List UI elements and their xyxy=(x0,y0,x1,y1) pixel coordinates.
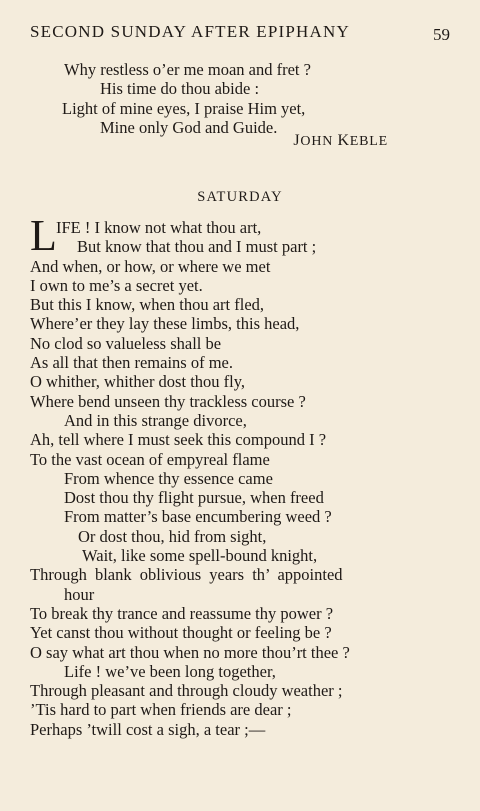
poem-line: Why restless o’er me moan and fret ? xyxy=(64,60,311,79)
attribution-smallcaps: EBLE xyxy=(349,134,388,149)
stanza-top xyxy=(30,60,430,137)
poem-line: Life ! we’ve been long together, xyxy=(64,661,276,681)
poem-line: And when, or how, or where we met xyxy=(30,256,271,276)
drop-cap: L xyxy=(30,211,57,260)
poem-body xyxy=(30,211,430,739)
poem-line: Light of mine eyes, I praise Him yet, xyxy=(62,98,306,118)
poem-line: Through blank oblivious years th’ appointed xyxy=(30,565,343,585)
poem-line: To break thy trance and reassume thy power ? xyxy=(30,603,334,623)
poem-line: ’Tis hard to part when friends are dear ; xyxy=(30,700,292,720)
poem-line: Wait, like some spell-bound knight, xyxy=(82,546,318,566)
poem-line: As all that then remains of me. xyxy=(30,353,233,373)
poem-line: From matter’s base encumbering weed ? xyxy=(64,507,332,527)
section-title: SATURDAY xyxy=(197,189,283,205)
poem-line: Where’er they lay these limbs, this head, xyxy=(30,314,300,334)
attribution-initial: J xyxy=(293,132,301,149)
poem-line: And in this strange divorce, xyxy=(64,410,247,430)
running-header xyxy=(30,22,450,42)
attribution-initial: K xyxy=(337,132,350,149)
attribution xyxy=(293,132,388,150)
poem-line: O whither, whither dost thou fly, xyxy=(30,372,246,392)
attribution-smallcaps: OHN xyxy=(300,134,338,149)
poem-line: Perhaps ’twill cost a sigh, a tear ;— xyxy=(30,719,266,739)
poem-line: O say what art thou when no more thou’rt thee ? xyxy=(30,642,350,662)
poem-line: Or dost thou, hid from sight, xyxy=(78,526,267,546)
poem-line: No clod so valueless shall be xyxy=(30,333,222,353)
poem-line: hour xyxy=(64,584,95,604)
poem-line: But know that thou and I must part ; xyxy=(77,237,317,257)
poem-line: Where bend unseen thy trackless course ? xyxy=(30,391,306,411)
poem-line: Through pleasant and through cloudy weather ; xyxy=(30,681,343,701)
poem-line: His time do thou abide : xyxy=(100,79,260,99)
poem-line: Mine only God and Guide. xyxy=(100,117,278,137)
poem-line: Dost thou thy flight pursue, when freed xyxy=(64,488,324,508)
poem-line: But this I know, when thou art fled, xyxy=(30,295,265,315)
poem-line: Ah, tell where I must seek this compound I ? xyxy=(30,430,327,450)
poem-line: I own to me’s a secret yet. xyxy=(30,275,203,295)
poem-line: Yet canst thou without thought or feeling be ? xyxy=(30,623,332,643)
poem-line: To the vast ocean of empyreal flame xyxy=(30,449,270,469)
poem-line: From whence thy essence came xyxy=(64,468,273,488)
running-title: SECOND SUNDAY AFTER EPIPHANY xyxy=(30,22,350,41)
poem-line: IFE ! I know not what thou art, xyxy=(56,218,262,237)
page-number: 59 xyxy=(433,25,450,44)
